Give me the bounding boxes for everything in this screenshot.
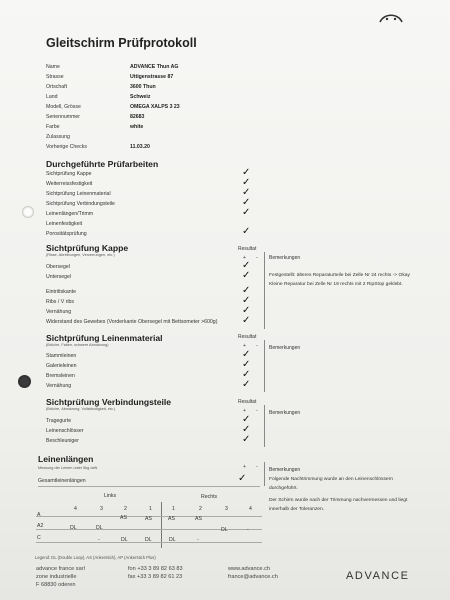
info-value: white: [130, 124, 144, 130]
plus-label: +: [243, 255, 246, 261]
remark-line: durchgeführt.: [269, 486, 298, 491]
check-item: Widerstand des Gewebes (Vorderkante Obersegel mit Bettsometer >600g): [46, 319, 218, 325]
resultat-label: Resultat: [238, 399, 257, 405]
footer-company-line: F 68830 oderen: [36, 582, 76, 588]
section-heading-durchgefuehrt: Durchgeführte Prüfarbeiten: [46, 159, 159, 169]
column-divider: [264, 462, 265, 486]
check-item: Obersegel: [46, 264, 70, 270]
checkmark: ✓: [242, 379, 251, 390]
minus-label: -: [256, 255, 258, 261]
checkmark: ✓: [242, 305, 251, 316]
resultat-label: Resultat: [238, 334, 257, 340]
info-label: Strasse: [46, 74, 64, 80]
plus-label: +: [243, 343, 246, 349]
gesamt-label: Gesamtleinenlängen: [38, 478, 86, 484]
row-label: A: [37, 512, 41, 518]
footer-company-line: advance france sarl: [36, 566, 85, 572]
minus-label: -: [256, 464, 258, 470]
info-label: Name: [46, 64, 60, 70]
checkmark: ✓: [242, 359, 251, 370]
remarks-heading: Bemerkungen: [269, 255, 301, 261]
table-cell: -: [197, 537, 199, 543]
table-cell: DL: [169, 537, 176, 543]
checkmark: ✓: [242, 197, 251, 208]
remark-line: Kleine Reparatur bei Zelle Nr 19 rechts mit 2 RipStop geklebt.: [269, 282, 403, 287]
table-cell: DL: [70, 525, 77, 531]
checkmark: ✓: [242, 167, 251, 178]
footer-phone: fon +33 3 89 82 63 83: [128, 566, 183, 572]
check-item: Ribs / V ribs: [46, 299, 74, 305]
check-item: Sichtprüfung Verbindungsteile: [46, 201, 115, 207]
table-cell: AS: [195, 516, 202, 522]
table-cell: DL: [121, 537, 128, 543]
row-label: A2: [37, 523, 44, 529]
info-label: Modell, Grösse: [46, 104, 81, 110]
check-item: Leinenfestigkeit: [46, 221, 83, 227]
info-value: 82683: [130, 114, 145, 120]
remark-line: Folgende Nachtrimmung wurde an den Leinenschlössern: [269, 477, 393, 482]
row-label: C: [37, 535, 41, 541]
info-value: ADVANCE Thun AG: [130, 64, 179, 70]
checkmark: ✓: [242, 369, 251, 380]
section-heading-leinen: Sichtprüfung Leinenmaterial: [46, 333, 163, 343]
checkmark: ✓: [242, 295, 251, 306]
checkmark: ✓: [242, 315, 251, 326]
info-value: 11.03.20: [130, 144, 150, 150]
column-divider: [264, 405, 265, 447]
section-subtitle: (Risse, Abreibungen, Verzerrungen, etc.): [46, 253, 115, 257]
checkmark: ✓: [238, 473, 247, 484]
table-cell: DL: [96, 525, 103, 531]
footer-website: www.advance.ch: [228, 566, 270, 572]
check-item: Vernähung: [46, 383, 72, 389]
column-header: 1: [172, 506, 175, 512]
info-value: OMEGA XALPS 3 23: [130, 104, 180, 110]
check-item: Galerieleinen: [46, 363, 77, 369]
info-label: Farbe: [46, 124, 60, 130]
info-label: Ortschaft: [46, 84, 68, 90]
table-cell: -: [247, 527, 249, 533]
remarks-heading: Bemerkungen: [269, 345, 301, 351]
info-value: Uttigenstrasse 87: [130, 74, 174, 80]
punch-hole-icon: [18, 375, 31, 388]
checkmark: ✓: [242, 270, 251, 281]
column-header: 2: [199, 506, 202, 512]
legend-text: Legend: DL (Double Loop), AS (Ankerstich), AP (Ankerstich Plus): [35, 555, 156, 560]
advance-logo: ADVANCE: [346, 570, 410, 582]
check-item: Beschleuniger: [46, 438, 79, 444]
table-cell: AS: [168, 516, 175, 522]
remark-line: Festgestellt: älteres Reparaturteile bei Zelle Nr 24 rechts -> Okay: [269, 273, 410, 278]
column-divider: [264, 340, 265, 392]
column-header: 4: [249, 506, 252, 512]
checkmark: ✓: [242, 424, 251, 435]
remark-line: innerhalb der Toleranzen.: [269, 507, 325, 512]
links-label: Links: [104, 493, 117, 499]
check-item: Eintrittskante: [46, 289, 76, 295]
section-subtitle: (Brüche, Abnutzung, Vollständigkeit, etc.): [46, 407, 116, 411]
check-item: Vernähung: [46, 309, 72, 315]
checkmark: ✓: [242, 414, 251, 425]
section-heading-verbindung: Sichtprüfung Verbindungsteile: [46, 397, 172, 407]
check-item: Porositätsprüfung: [46, 231, 87, 237]
table-cell: DL: [221, 527, 228, 533]
section-subtitle: (Brüche, Falten, schwere Abnutzung): [46, 343, 109, 347]
info-value: 3600 Thun: [130, 84, 156, 90]
page-title: Gleitschirm Prüfprotokoll: [46, 36, 197, 50]
footer-email: france@advance.ch: [228, 574, 278, 580]
column-header: 1: [149, 506, 152, 512]
plus-label: +: [243, 408, 246, 414]
section-heading-laengen: Leinenlängen: [38, 454, 94, 464]
column-header: 4: [74, 506, 77, 512]
resultat-label: Resultat: [238, 246, 257, 252]
column-header: 3: [225, 506, 228, 512]
check-item: Sichtprüfung Leinenmaterial: [46, 191, 111, 197]
check-item: Untersegel: [46, 274, 72, 280]
check-item: Leinenlängen/Trimm: [46, 211, 94, 217]
rechts-label: Rechts: [201, 494, 218, 500]
row-divider: [38, 486, 260, 487]
table-cell: DL: [145, 537, 152, 543]
section-subtitle: Messung der Leinen unter 5kg daN: [38, 466, 98, 470]
checkmark: ✓: [242, 349, 251, 360]
info-label: Land: [46, 94, 58, 100]
check-item: Leinenschlösser: [46, 428, 84, 434]
column-header: 2: [124, 506, 127, 512]
checkmark: ✓: [242, 285, 251, 296]
table-cell: AS: [145, 516, 152, 522]
remarks-heading: Bemerkungen: [269, 410, 301, 416]
checkmark: ✓: [242, 260, 251, 271]
checkmark: ✓: [242, 207, 251, 218]
checkmark: ✓: [242, 177, 251, 188]
section-heading-kappe: Sichtprüfung Kappe: [46, 243, 129, 253]
checkmark: ✓: [242, 226, 251, 237]
remark-line: Der Schirm wurde nach der Trimmung nachvermessen und liegt: [269, 498, 408, 503]
table-cell: AS: [120, 515, 127, 521]
footer-company-line: zone industrielle: [36, 574, 77, 580]
footer-fax: fax +33 3 89 82 61 23: [128, 574, 183, 580]
info-value: Schweiz: [130, 94, 151, 100]
advance-logo-mark-icon: [378, 12, 404, 24]
info-label: Seriennummer: [46, 114, 81, 120]
check-item: Tragegurte: [46, 418, 72, 424]
remarks-heading: Bemerkungen: [269, 467, 301, 473]
info-label: Vorherige Checks: [46, 144, 87, 150]
punch-hole-icon: [22, 206, 34, 218]
check-item: Sichtprüfung Kappe: [46, 171, 92, 177]
table-cell: -: [98, 537, 100, 543]
column-header: 3: [100, 506, 103, 512]
column-divider: [264, 252, 265, 329]
plus-label: +: [243, 464, 246, 470]
minus-label: -: [256, 408, 258, 414]
minus-label: -: [256, 343, 258, 349]
info-label: Zulassung: [46, 134, 70, 140]
check-item: Stammleinen: [46, 353, 77, 359]
checkmark: ✓: [242, 187, 251, 198]
check-item: Bremsleinen: [46, 373, 75, 379]
check-item: Weiterreissfestigkeit: [46, 181, 93, 187]
checkmark: ✓: [242, 434, 251, 445]
